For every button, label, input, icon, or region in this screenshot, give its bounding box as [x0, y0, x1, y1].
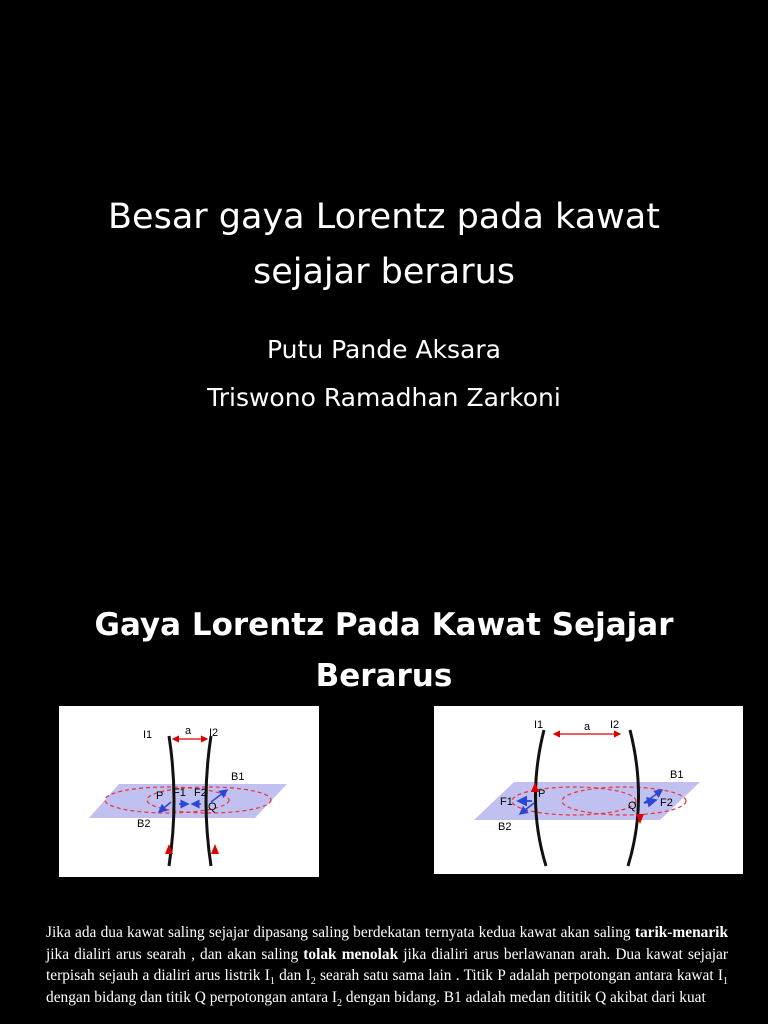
label-b1: B1 — [231, 771, 245, 783]
label-b2: B2 — [498, 821, 512, 833]
label-i1: I1 — [534, 719, 544, 731]
main-title-line-1: Besar gaya Lorentz pada kawat — [108, 197, 660, 237]
explanation-paragraph — [46, 922, 728, 1008]
main-title-line-2: sejajar berarus — [252, 252, 516, 292]
figure-repelling-wires — [434, 706, 743, 874]
para-sub-3: 1 — [723, 976, 728, 988]
author-name-2: Triswono Ramadhan Zarkoni — [207, 383, 561, 412]
label-a: a — [185, 725, 192, 737]
magnetic-plane — [89, 784, 287, 818]
label-f2: F2 — [660, 797, 673, 809]
para-sub-1: 1 — [269, 976, 275, 988]
label-i2: I2 — [610, 719, 620, 731]
label-i2: I2 — [209, 727, 219, 739]
para-text-7: dengan bidang. B1 adalah medan dititik Q akibat dari kuat — [342, 988, 706, 1006]
label-b1: B1 — [670, 769, 684, 781]
para-bold-tarik-menarik: tarik-menarik — [634, 924, 728, 942]
author-name-1: Putu Pande Aksara — [267, 335, 501, 364]
current-arrow-i2 — [211, 844, 219, 854]
label-q: Q — [628, 800, 637, 812]
para-text-6: dengan bidang dan titik Q perpotongan antara I — [46, 988, 338, 1006]
para-text-4: dan I — [274, 967, 311, 985]
label-b2: B2 — [137, 818, 151, 830]
para-sub-4: 2 — [337, 997, 343, 1009]
slide-2-title-line-1: Gaya Lorentz Pada Kawat Sejajar — [94, 607, 674, 643]
slide-2-title-line-2: Berarus — [315, 658, 453, 694]
para-bold-tolak-menolak: tolak menolak — [303, 945, 399, 963]
slide-2-title — [40, 600, 728, 702]
para-sub-2: 2 — [310, 976, 316, 988]
para-text-1: Jika ada dua kawat saling sejajar dipasang saling berdekatan ternyata kedua kawat akan saling — [46, 924, 635, 942]
label-f1: F1 — [173, 787, 186, 799]
main-title — [40, 190, 728, 300]
label-f1: F1 — [500, 796, 513, 808]
label-p: P — [538, 788, 546, 800]
figure-attracting-wires — [59, 706, 319, 877]
label-p: P — [156, 790, 164, 802]
label-f2: F2 — [194, 787, 207, 799]
label-q: Q — [208, 801, 217, 813]
para-text-2: jika dialiri arus searah , dan akan saling — [46, 945, 304, 963]
para-text-5: searah satu sama lain . Titik P adalah perpotongan antara kawat I — [315, 967, 723, 985]
para-text-3: jika dialiri arus berlawanan arah. Dua kawat sejajar terpisah sejauh a dialiri arus listrik I — [46, 945, 729, 985]
label-i1: I1 — [143, 729, 153, 741]
label-a: a — [584, 721, 591, 733]
